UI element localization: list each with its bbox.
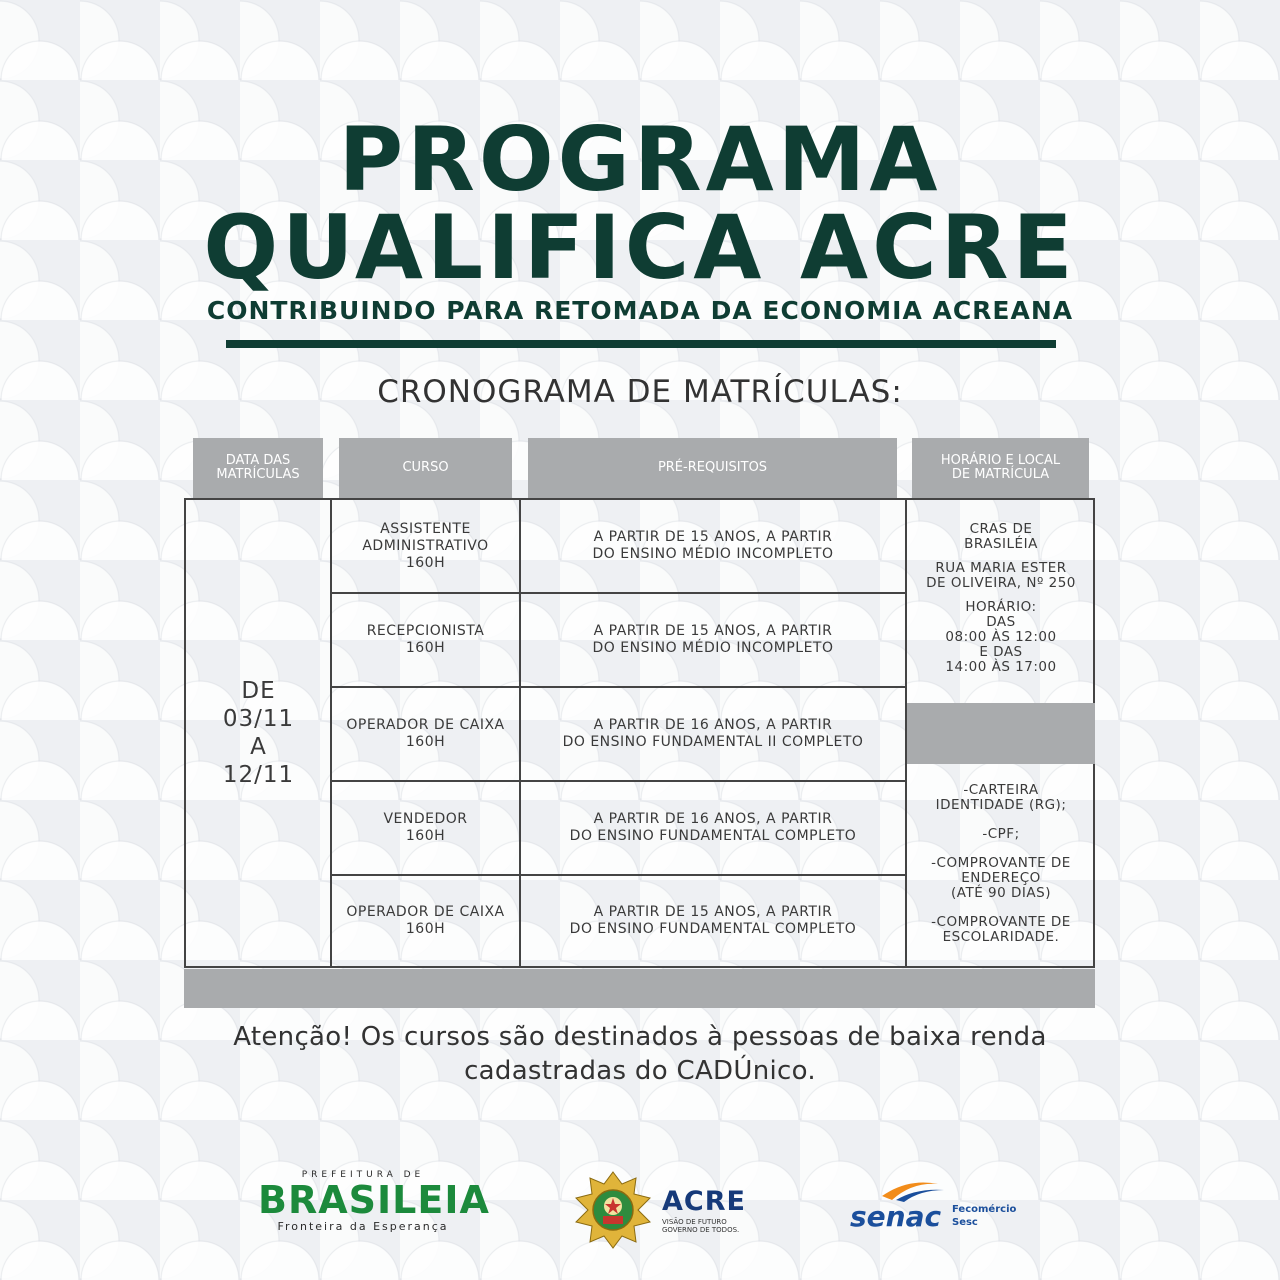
title-line-2: QUALIFICA ACRE — [203, 196, 1077, 299]
documents-cell — [909, 766, 1093, 966]
sesc-label: Sesc — [952, 1217, 978, 1228]
acre-logo-line2: GOVERNO DE TODOS. — [662, 1226, 740, 1234]
document-item: -COMPROVANTE DE ENDEREÇO (ATÉ 90 DIAS) — [931, 855, 1071, 901]
date-range-start: 03/11 — [222, 706, 295, 732]
requirements-cell — [521, 688, 905, 780]
table-footer-band — [184, 969, 1095, 1008]
location-address: RUA MARIA ESTER DE OLIVEIRA, Nº 250 — [926, 560, 1076, 591]
requirements-text: A PARTIR DE 15 ANOS, A PARTIR DO ENSINO MÉDIO INCOMPLETO — [592, 623, 834, 656]
header-course: CURSO — [339, 438, 512, 498]
subtitle: CONTRIBUINDO PARA RETOMADA DA ECONOMIA ACREANA — [206, 296, 1074, 325]
location-hours: HORÁRIO: DAS 08:00 ÀS 12:00 E DAS 14:00 ÀS 17:00 — [945, 599, 1057, 675]
requirements-text: A PARTIR DE 15 ANOS, A PARTIR DO ENSINO FUNDAMENTAL COMPLETO — [569, 904, 857, 937]
fecomercio-label: Fecomércio — [952, 1204, 1017, 1215]
document-item: -COMPROVANTE DE ESCOLARIDADE. — [931, 914, 1071, 945]
header-time-place: HORÁRIO E LOCAL DE MATRÍCULA — [912, 438, 1089, 498]
acre-coat-of-arms-icon — [570, 1170, 656, 1250]
course-cell — [332, 688, 519, 780]
course-name: OPERADOR DE CAIXA 160H — [346, 904, 505, 937]
schedule-heading: CRONOGRAMA DE MATRÍCULAS: — [377, 374, 903, 410]
header-requirements: PRÉ-REQUISITOS — [528, 438, 897, 498]
course-cell — [332, 500, 519, 592]
brasileia-logo-main: BRASILEIA — [258, 1178, 490, 1222]
document-item: -CPF; — [982, 826, 1020, 842]
course-cell — [332, 782, 519, 874]
location-place: CRAS DE BRASILÉIA — [964, 521, 1038, 552]
course-name: OPERADOR DE CAIXA 160H — [346, 717, 505, 750]
acre-logo — [570, 1170, 746, 1250]
location-cell — [909, 500, 1093, 700]
title-line-1: PROGRAMA — [338, 108, 942, 211]
document-item: -CARTEIRA IDENTIDADE (RG); — [935, 782, 1067, 813]
notice-text: Atenção! Os cursos são destinados à pessoas de baixa renda cadastradas do CADÚnico. — [233, 1022, 1047, 1086]
acre-logo-name: ACRE — [662, 1186, 746, 1217]
brasileia-logo-tagline: Fronteira da Esperança — [277, 1220, 449, 1233]
grey-separator — [907, 703, 1095, 764]
course-cell — [332, 594, 519, 686]
brasileia-logo-top: PREFEITURA DE — [301, 1170, 425, 1180]
requirements-cell — [521, 594, 905, 686]
requirements-cell — [521, 500, 905, 592]
date-range-cell — [186, 500, 331, 966]
course-name: VENDEDOR 160H — [383, 811, 468, 844]
course-cell — [332, 876, 519, 966]
course-name: ASSISTENTE ADMINISTRATIVO 160H — [362, 520, 489, 571]
senac-logo-name: senac — [850, 1200, 942, 1233]
requirements-text: A PARTIR DE 16 ANOS, A PARTIR DO ENSINO FUNDAMENTAL II COMPLETO — [562, 717, 864, 750]
brasileia-logo — [258, 1170, 490, 1240]
date-range-from-label: DE — [241, 678, 276, 704]
date-range-end: 12/11 — [222, 762, 295, 788]
acre-logo-line1: VISÃO DE FUTURO — [662, 1218, 727, 1226]
date-range-to-label: A — [250, 734, 267, 760]
requirements-text: A PARTIR DE 15 ANOS, A PARTIR DO ENSINO MÉDIO INCOMPLETO — [592, 529, 834, 562]
requirements-cell — [521, 876, 905, 966]
requirements-cell — [521, 782, 905, 874]
title-rule — [226, 340, 1056, 348]
requirements-text: A PARTIR DE 16 ANOS, A PARTIR DO ENSINO FUNDAMENTAL COMPLETO — [569, 811, 857, 844]
header-date: DATA DAS MATRÍCULAS — [193, 438, 323, 498]
course-name: RECEPCIONISTA 160H — [366, 623, 485, 656]
senac-logo — [848, 1170, 1028, 1240]
